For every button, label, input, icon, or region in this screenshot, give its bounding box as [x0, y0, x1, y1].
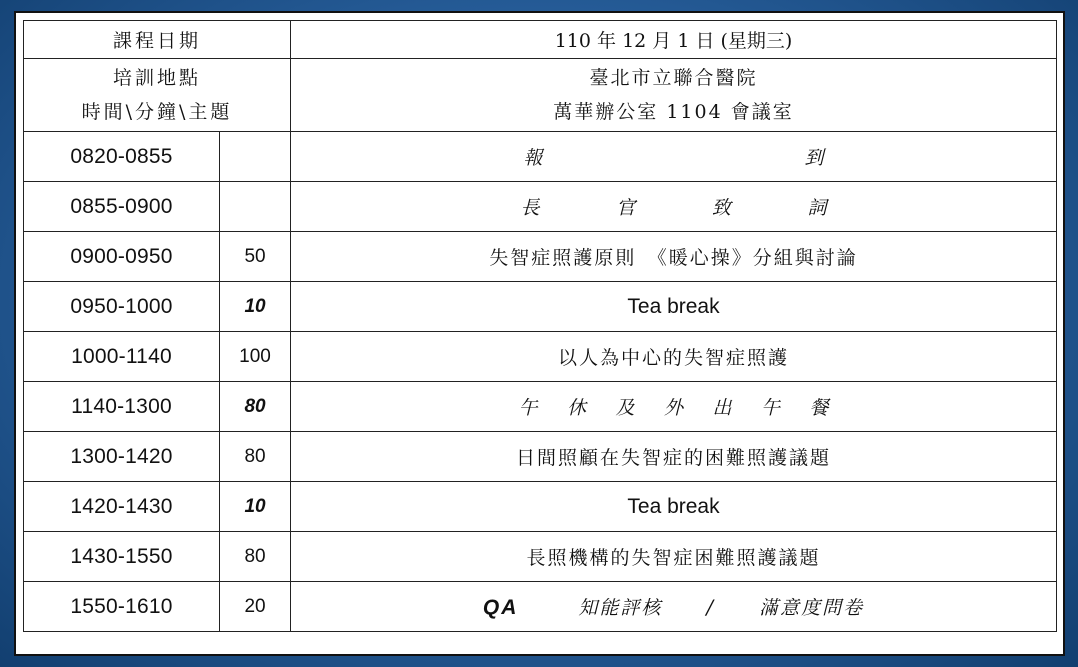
- topic-cell: 失智症照護原則 《暖心操》分組與討論: [291, 232, 1057, 282]
- table-row: [24, 432, 1057, 482]
- time-cell: 1430-1550: [24, 532, 220, 582]
- topic-cell: Tea break: [291, 282, 1057, 332]
- topic-cell: [291, 382, 1057, 432]
- time-cell: 1300-1420: [24, 432, 220, 482]
- place-line-2: 萬華辦公室 1104 會議室: [553, 101, 794, 123]
- qa-label: QA: [482, 596, 519, 619]
- time-cell: 0820-0855: [24, 132, 220, 182]
- place-label: 培訓地點: [113, 67, 202, 89]
- table-row: [24, 482, 1057, 532]
- date-row: [24, 21, 1057, 59]
- topic-char: 休: [567, 397, 587, 419]
- topic-char: 午: [518, 397, 538, 419]
- time-cell: 1550-1610: [24, 582, 220, 632]
- place-line-1: 臺北市立聯合醫院: [589, 67, 758, 89]
- minutes-cell: 20: [220, 582, 291, 632]
- place-header-cell: [24, 59, 291, 132]
- separator: /: [706, 595, 716, 619]
- table-row: [24, 382, 1057, 432]
- place-row: [24, 59, 1057, 132]
- topic-cell: [291, 132, 1057, 182]
- topic-cell: [291, 582, 1057, 632]
- time-cell: 1140-1300: [24, 382, 220, 432]
- minutes-cell: 100: [220, 332, 291, 382]
- table-row: [24, 182, 1057, 232]
- topic-char: 外: [663, 397, 683, 419]
- topic-char: 到: [804, 147, 824, 169]
- topic-cell: 長照機構的失智症困難照護議題: [291, 532, 1057, 582]
- minutes-cell: 80: [220, 432, 291, 482]
- time-cell: 0900-0950: [24, 232, 220, 282]
- columns-label: 時間\分鐘\主題: [81, 101, 233, 123]
- topic-char: 致: [711, 197, 731, 219]
- minutes-cell: [220, 132, 291, 182]
- topic-cell: 日間照顧在失智症的困難照護議題: [291, 432, 1057, 482]
- minutes-cell: [220, 182, 291, 232]
- table-row: [24, 532, 1057, 582]
- minutes-cell: 10: [220, 282, 291, 332]
- topic-cell: Tea break: [291, 482, 1057, 532]
- schedule-table: [23, 20, 1057, 632]
- survey-label: 滿意度問卷: [759, 597, 865, 619]
- topic-char: 官: [616, 197, 636, 219]
- place-value-cell: [291, 59, 1057, 132]
- table-row: [24, 582, 1057, 632]
- minutes-cell: 80: [220, 532, 291, 582]
- minutes-cell: 50: [220, 232, 291, 282]
- topic-cell: 以人為中心的失智症照護: [291, 332, 1057, 382]
- table-row: [24, 232, 1057, 282]
- topic-char: 長: [520, 197, 540, 219]
- time-cell: 0855-0900: [24, 182, 220, 232]
- topic-cell: [291, 182, 1057, 232]
- time-cell: 0950-1000: [24, 282, 220, 332]
- topic-char: 報: [523, 147, 543, 169]
- table-row: [24, 132, 1057, 182]
- minutes-cell: 10: [220, 482, 291, 532]
- date-value: 110 年 12 月 1 日 (星期三): [291, 21, 1057, 59]
- topic-char: 午: [760, 397, 780, 419]
- assessment-label: 知能評核: [578, 597, 663, 619]
- time-cell: 1000-1140: [24, 332, 220, 382]
- date-label: 課程日期: [24, 21, 291, 59]
- topic-char: 餐: [809, 397, 829, 419]
- time-cell: 1420-1430: [24, 482, 220, 532]
- topic-char: 出: [712, 397, 732, 419]
- table-row: [24, 332, 1057, 382]
- schedule-sheet: [14, 11, 1065, 656]
- topic-char: 及: [615, 397, 635, 419]
- topic-char: 詞: [807, 197, 827, 219]
- table-row: [24, 282, 1057, 332]
- minutes-cell: 80: [220, 382, 291, 432]
